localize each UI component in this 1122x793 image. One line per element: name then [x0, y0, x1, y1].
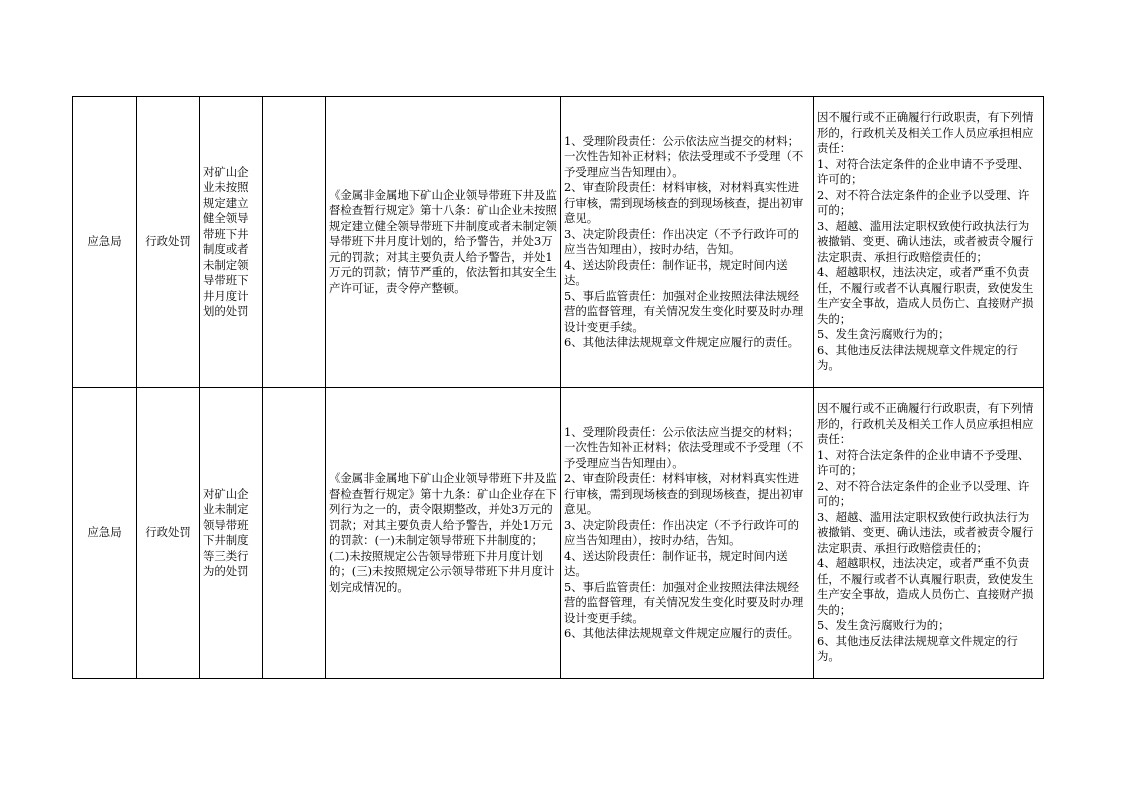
accountability-line: 2、对不符合法定条件的企业予以受理、许可的；: [817, 187, 1030, 218]
table-row: [73, 97, 1044, 388]
accountability-line: 6、其他违反法律法规规章文件规定的行为。: [817, 633, 1018, 664]
responsibility-line: 1、受理阶段责任：公示依法应当提交的材料；一次性告知补正材料；依法受理或不予受理（不予受理应当告知理由）。: [564, 133, 804, 179]
power-list-table: [72, 96, 1044, 679]
accountability-line: 4、超越职权，违法决定，或者严重不负责任，不履行或者不认真履行职责，致使发生生产安全事故，造成人员伤亡、直接财产损失的；: [817, 556, 1034, 617]
responsibility-cell: [561, 388, 814, 679]
responsibility-line: 6、其他法律法规规章文件规定应履行的责任。: [564, 335, 800, 349]
accountability-line: 5、发生贪污腐败行为的；: [817, 618, 950, 633]
power-item-cell: 对矿山企业未制定领导带班下井制度等三类行为的处罚: [200, 388, 263, 679]
accountability-line: 3、超越、滥用法定职权致使行政执法行为被撤销、变更、确认违法，或者被责令履行法定职责、承担行政赔偿责任的；: [817, 509, 1034, 555]
responsibility-line: 5、事后监管责任：加强对企业按照法律法规经营的监督管理，有关情况发生变化时要及时办理设计变更手续。: [564, 288, 804, 334]
power-type-cell: 行政处罚: [137, 97, 200, 388]
responsibility-line: 1、受理阶段责任：公示依法应当提交的材料；一次性告知补正材料；依法受理或不予受理（不予受理应当告知理由）。: [564, 424, 804, 470]
accountability-line: 因不履行或不正确履行行政职责，有下列情形的，行政机关及相关工作人员应承担相应责任：: [817, 110, 1034, 156]
responsibility-cell: [561, 97, 814, 388]
responsibility-line: 5、事后监管责任：加强对企业按照法律法规经营的监督管理，有关情况发生变化时要及时办理设计变更手续。: [564, 579, 804, 625]
legal-basis-cell: 《金属非金属地下矿山企业领导带班下井及监督检查暂行规定》第十八条：矿山企业未按照规定建立健全领导带班下井制度或者未制定领导带班下井月度计划的，给予警告，并处3万元的罚款；对其主要负责人给予警告，并处1万元的罚款；情节严重的，依法暂扣其安全生产许可证，责令停产整顿。: [326, 97, 561, 388]
accountability-line: 因不履行或不正确履行行政职责，有下列情形的，行政机关及相关工作人员应承担相应责任：: [817, 401, 1034, 447]
responsibility-line: 2、审查阶段责任：材料审核，对材料真实性进行审核，需到现场核查的到现场核查，提出初审意见。: [564, 180, 804, 225]
sub-item-cell: [263, 388, 326, 679]
sub-item-cell: [263, 97, 326, 388]
power-item-cell: 对矿山企业未按照规定建立健全领导带班下井制度或者未制定领导带班下井月度计划的处罚: [200, 97, 263, 388]
power-type-cell: 行政处罚: [137, 388, 200, 679]
table-row: [73, 388, 1044, 679]
responsibility-line: 4、送达阶段责任：制作证书，规定时间内送达。: [564, 257, 788, 287]
responsibility-line: 2、审查阶段责任：材料审核，对材料真实性进行审核，需到现场核查的到现场核查，提出初审意见。: [564, 471, 804, 516]
accountability-line: 1、对符合法定条件的企业申请不予受理、许可的；: [817, 156, 1030, 187]
accountability-line: 5、发生贪污腐败行为的；: [817, 327, 950, 342]
responsibility-line: 6、其他法律法规规章文件规定应履行的责任。: [564, 626, 800, 640]
department-cell: 应急局: [73, 388, 137, 679]
accountability-line: 1、对符合法定条件的企业申请不予受理、许可的；: [817, 447, 1030, 478]
accountability-line: 2、对不符合法定条件的企业予以受理、许可的；: [817, 478, 1030, 509]
department-cell: 应急局: [73, 97, 137, 388]
responsibility-line: 3、决定阶段责任：作出决定（不予行政许可的应当告知理由），按时办结，告知。: [564, 517, 800, 547]
accountability-cell: [814, 388, 1044, 679]
legal-basis-cell: 《金属非金属地下矿山企业领导带班下井及监督检查暂行规定》第十九条：矿山企业存在下列行为之一的，责令限期整改，并处3万元的罚款；对其主要负责人给予警告，并处1万元的罚款：(一)未制定领导带班下井制度的；(二)未按照规定公告领导带班下井月度计划的；(三)未按照规定公示领导带班下井月度计划完成情况的。: [326, 388, 561, 679]
responsibility-line: 3、决定阶段责任：作出决定（不予行政许可的应当告知理由），按时办结，告知。: [564, 226, 800, 256]
accountability-line: 6、其他违反法律法规规章文件规定的行为。: [817, 342, 1018, 373]
accountability-cell: [814, 97, 1044, 388]
accountability-line: 3、超越、滥用法定职权致使行政执法行为被撤销、变更、确认违法，或者被责令履行法定职责、承担行政赔偿责任的；: [817, 218, 1034, 264]
responsibility-line: 4、送达阶段责任：制作证书，规定时间内送达。: [564, 548, 788, 578]
accountability-line: 4、超越职权，违法决定，或者严重不负责任，不履行或者不认真履行职责，致使发生生产安全事故，造成人员伤亡、直接财产损失的；: [817, 265, 1034, 326]
